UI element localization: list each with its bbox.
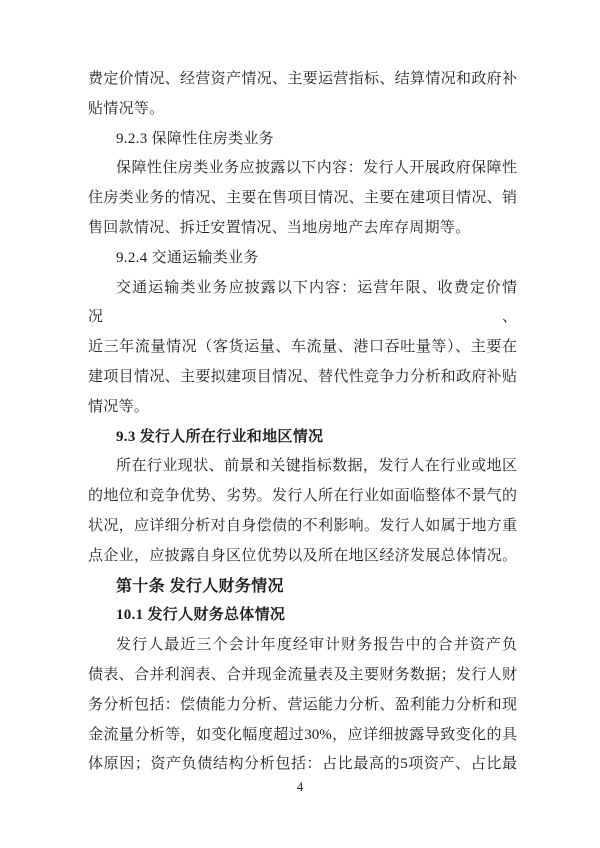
heading-10-1: 10.1 发行人财务总体情况 xyxy=(116,607,286,624)
doc-line-4: 保障性住房类业务应披露以下内容：发行人开展政府保障性 xyxy=(116,160,517,177)
page-number: 4 xyxy=(296,779,304,794)
doc-line-19: 发行人最近三个会计年度经审计财务报告中的合并资产负 xyxy=(116,637,517,654)
heading-9-3: 9.3 发行人所在行业和地区情况 xyxy=(116,428,324,445)
doc-line-8: 交通运输类业务应披露以下内容：运营年限、收费定价情况、 xyxy=(88,279,517,326)
doc-line-1: 费定价情况、经营资产情况、主要运营指标、结算情况和政府补 xyxy=(88,71,517,87)
doc-line-9: 近三年流量情况（客货运量、车流量、港口吞吐量等）、主要在 xyxy=(88,339,517,356)
doc-line-13: 所在行业现状、前景和关键指标数据，发行人在行业或地区 xyxy=(116,458,517,475)
heading-9-2-4: 9.2.4 交通运输类业务 xyxy=(116,249,259,266)
doc-line-5: 住房类业务的情况、主要在售项目情况、主要在建项目情况、销 xyxy=(88,190,517,207)
document-text-block xyxy=(88,65,517,780)
doc-line-2: 贴情况等。 xyxy=(88,100,165,117)
doc-line-10: 建项目情况、主要拟建项目情况、替代性竞争力分析和政府补贴 xyxy=(88,368,517,385)
doc-line-15: 状况，应详细分析对自身偿债的不利影响。发行人如属于地方重 xyxy=(88,517,517,534)
doc-line-21: 务分析包括：偿债能力分析、营运能力分析、盈利能力分析和现 xyxy=(88,696,517,713)
doc-line-20: 债表、合并利润表、合并现金流量表及主要财务数据；发行人财 xyxy=(88,666,517,683)
doc-line-22: 金流量分析等，如变化幅度超过30%，应详细披露导致变化的具 xyxy=(88,726,517,743)
doc-line-11: 情况等。 xyxy=(88,398,150,415)
doc-line-23: 体原因；资产负债结构分析包括：占比最高的5项资产、占比最 xyxy=(88,756,517,773)
heading-chapter-10: 第十条 发行人财务情况 xyxy=(116,577,284,595)
doc-line-6: 售回款情况、拆迁安置情况、当地房地产去库存周期等。 xyxy=(88,219,471,236)
doc-line-16: 点企业，应披露自身区位优势以及所在地区经济发展总体情况。 xyxy=(88,547,517,564)
doc-line-14: 的地位和竞争优势、劣势。发行人所在行业如面临整体不景气的 xyxy=(88,488,517,505)
heading-9-2-3: 9.2.3 保障性住房类业务 xyxy=(116,130,274,147)
